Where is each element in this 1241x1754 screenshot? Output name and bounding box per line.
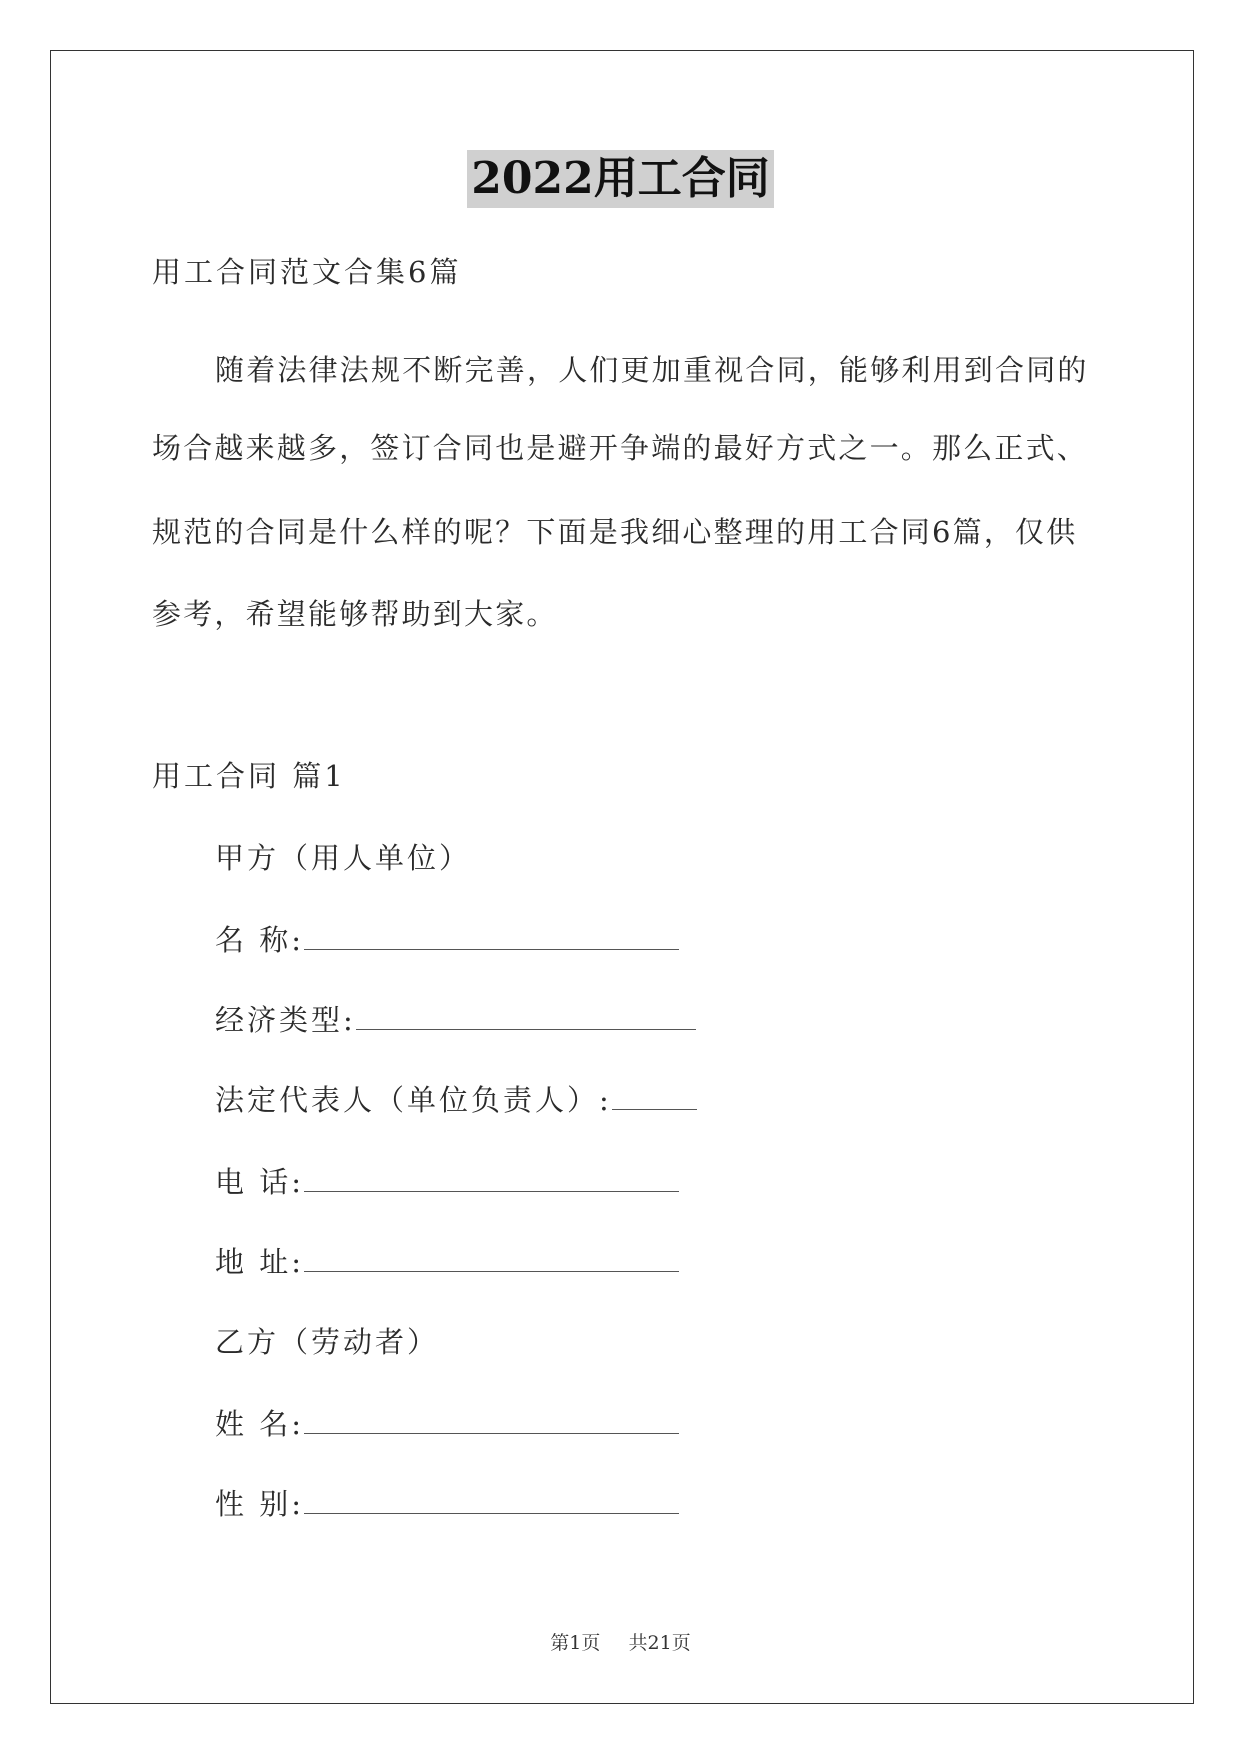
field-phone-blank <box>304 1169 679 1192</box>
field-name-label: 名 称: <box>215 923 304 957</box>
field-legal-rep-row <box>215 1080 697 1120</box>
party-b-heading: 乙方（劳动者） <box>215 1325 440 1359</box>
field-person-name-row <box>215 1404 679 1444</box>
section-heading: 用工合同 篇1 <box>152 759 346 793</box>
field-legal-rep-blank <box>612 1087 697 1110</box>
field-address-row <box>215 1242 679 1282</box>
field-phone-label: 电 话: <box>215 1165 304 1199</box>
field-address-label: 地 址: <box>215 1245 304 1279</box>
intro-line-4: 参考，希望能够帮助到大家。 <box>152 597 558 631</box>
party-a-heading: 甲方（用人单位） <box>215 841 472 875</box>
footer-page-number: 第1页 <box>550 1632 601 1654</box>
field-economic-type-row <box>215 1000 696 1040</box>
field-address-blank <box>304 1249 679 1272</box>
intro-line-1: 随着法律法规不断完善，人们更加重视合同，能够利用到合同的 <box>215 353 1089 387</box>
field-gender-row <box>215 1484 679 1524</box>
intro-line-3: 规范的合同是什么样的呢？下面是我细心整理的用工合同6篇，仅供 <box>152 515 1078 549</box>
intro-line-2: 场合越来越多，签订合同也是避开争端的最好方式之一。那么正式、 <box>152 431 1089 465</box>
field-name-blank <box>304 927 679 950</box>
page-footer <box>0 1628 1241 1655</box>
field-phone-row <box>215 1162 679 1202</box>
field-economic-type-blank <box>356 1007 696 1030</box>
field-gender-blank <box>304 1491 679 1514</box>
field-person-name-label: 姓 名: <box>215 1407 304 1441</box>
document-title-wrap <box>0 150 1241 208</box>
document-title: 2022用工合同 <box>467 150 773 208</box>
field-legal-rep-label: 法定代表人（单位负责人）: <box>215 1083 612 1117</box>
field-economic-type-label: 经济类型: <box>215 1003 356 1037</box>
document-subtitle: 用工合同范文合集6篇 <box>152 255 462 289</box>
field-gender-label: 性 别: <box>215 1487 304 1521</box>
field-name-row <box>215 920 679 960</box>
footer-total-pages: 共21页 <box>628 1632 691 1654</box>
field-person-name-blank <box>304 1411 679 1434</box>
